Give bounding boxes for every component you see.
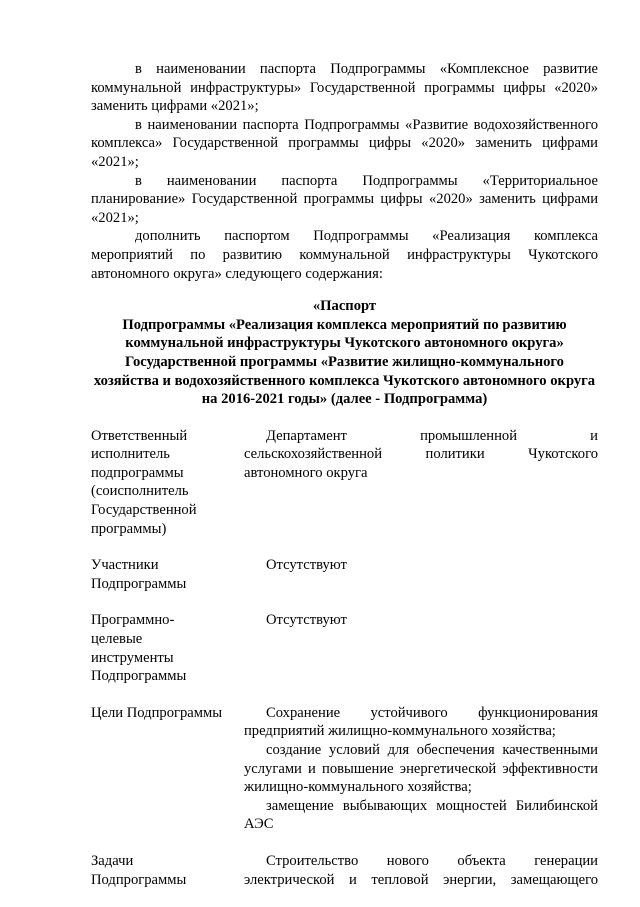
amendment-paragraph: в наименовании паспорта Подпрограммы «Комплексное развитие коммунальной инфраструктуры» Государственной программы цифры «2020» заменить цифрами «2021»; (91, 61, 598, 115)
passport-row-label (91, 704, 244, 834)
value-paragraph: Строительство нового объекта генерации электрической и тепловой энергии, замещающего (244, 852, 598, 888)
label-line: инструменты (91, 649, 174, 666)
label-line: Подпрограммы (91, 871, 187, 888)
passport-row-responsible-executor (91, 427, 598, 539)
label-line: Подпрограммы (91, 575, 187, 592)
label-line: подпрограммы (91, 464, 184, 481)
label-line: Участники (91, 557, 159, 574)
value-paragraph: Отсутствуют (266, 557, 347, 574)
passport-row-label (91, 852, 244, 889)
label-line: исполнитель (91, 446, 170, 463)
passport-row-value (244, 556, 598, 593)
label-line: целевые (91, 631, 143, 648)
passport-row-goals (91, 704, 598, 834)
value-paragraph: Департамент промышленной и сельскохозяйственной политики Чукотского автономного округа (244, 427, 598, 481)
label-line: Государственной (91, 502, 197, 519)
label-line: программы) (91, 520, 167, 537)
amendment-paragraph: дополнить паспортом Подпрограммы «Реализация комплекса мероприятий по развитию коммунальной инфраструктуры Чукотского автономного округа» следующего содержания: (91, 228, 598, 282)
passport-row-value (244, 611, 598, 685)
passport-row-value (244, 427, 598, 539)
passport-row-value (244, 704, 598, 834)
value-paragraph: замещение выбывающих мощностей Билибинской АЭС (244, 797, 598, 833)
label-line: Цели Подпрограммы (91, 704, 223, 721)
passport-table (91, 427, 598, 889)
passport-heading-subtitle: Подпрограммы «Реализация комплекса мероприятий по развитию коммунальной инфраструктуры Чукотского автономного округа» Государственной программы «Развитие жилищно-коммунального хозяйства и водохозяйственного комплекса Чукотского автономного округа на 2016-2021 годы» (далее - Подпрограмма) (93, 316, 596, 408)
value-paragraph: Сохранение устойчивого функционирования предприятий жилищно-коммунального хозяйства; (244, 704, 598, 740)
value-paragraph: создание условий для обеспечения качественными услугами и повышение энергетической эффективности жилищно-коммунального хозяйства; (244, 742, 598, 796)
amendments-list (91, 60, 598, 283)
value-paragraph: Отсутствуют (266, 612, 347, 629)
document-page (91, 60, 598, 907)
amendment-paragraph: в наименовании паспорта Подпрограммы «Развитие водохозяйственного комплекса» Государственной программы цифры «2020» заменить цифрами «2021»; (91, 116, 598, 170)
passport-row-label (91, 556, 244, 593)
label-line: Ответственный (91, 427, 188, 444)
passport-row-value (244, 852, 598, 889)
passport-heading-title: «Паспорт (312, 298, 377, 315)
passport-row-tasks (91, 852, 598, 889)
passport-row-participants (91, 556, 598, 593)
label-line: Подпрограммы (91, 668, 187, 685)
label-line: (соисполнитель (91, 483, 189, 500)
passport-heading (91, 297, 598, 409)
amendment-paragraph: в наименовании паспорта Подпрограммы «Территориальное планирование» Государственной программы цифры «2020» заменить цифрами «2021»; (91, 172, 598, 226)
passport-row-label (91, 427, 244, 539)
passport-row-label (91, 611, 244, 685)
passport-row-program-instruments (91, 611, 598, 685)
label-line: Задачи (91, 852, 134, 869)
label-line: Программно- (91, 612, 175, 629)
